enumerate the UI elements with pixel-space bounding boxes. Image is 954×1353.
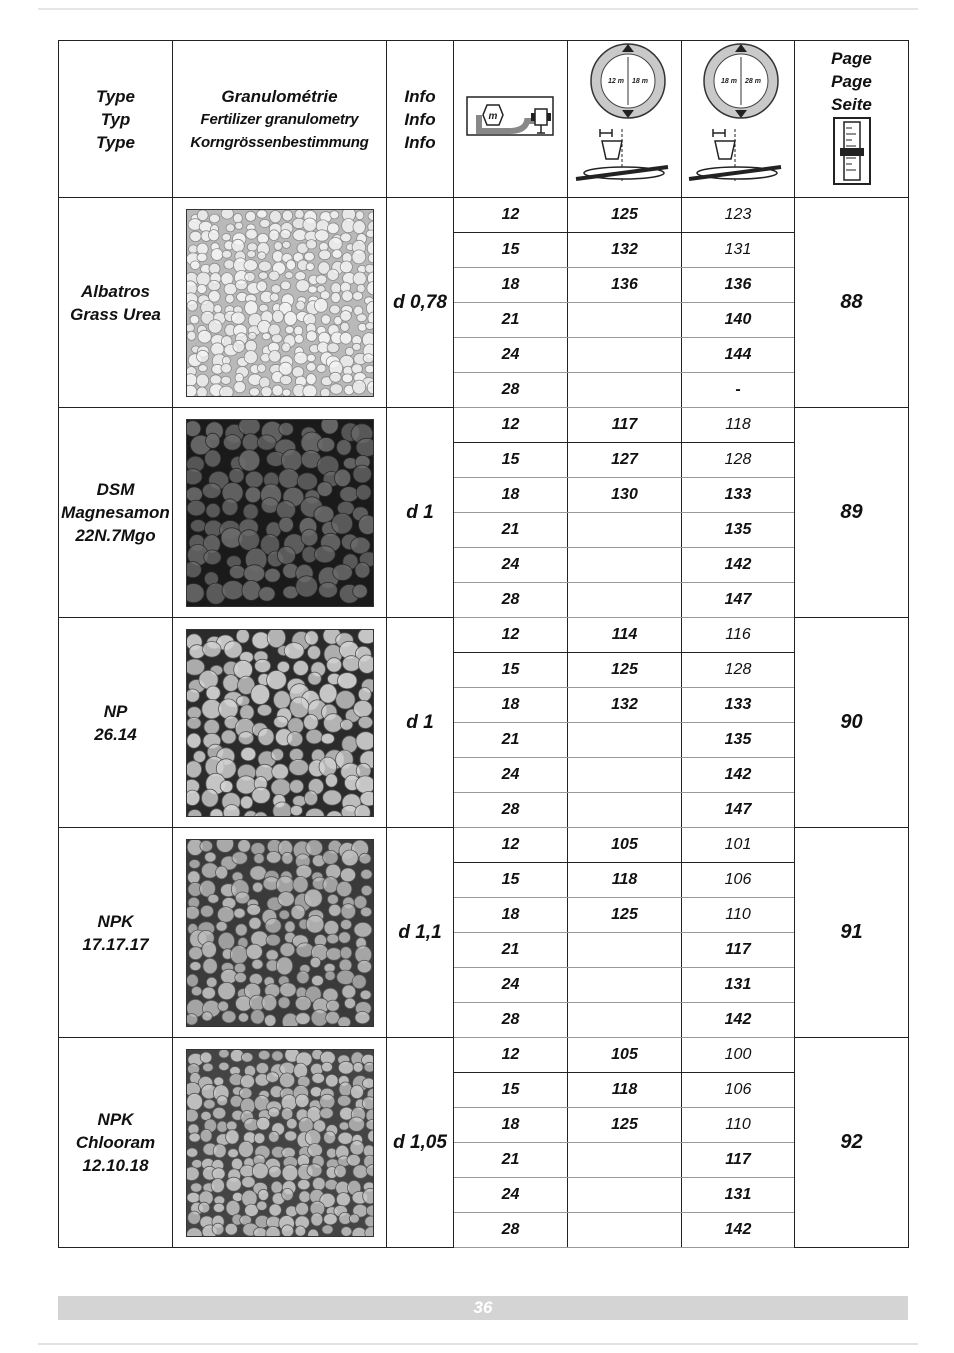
table-row [59, 618, 909, 653]
table-row [59, 828, 909, 863]
setting-18-28-value: - [682, 373, 795, 408]
header-dial-12-18 [568, 41, 682, 198]
page-reference: 90 [795, 618, 909, 828]
header-type-fr: Type [95, 86, 136, 106]
setting-12-18-value: 105 [568, 828, 682, 863]
working-width-value: 18 [454, 898, 568, 933]
setting-18-28-value: 131 [682, 968, 795, 1003]
header-info-1: Info [404, 86, 436, 106]
working-width-value: 12 [454, 828, 568, 863]
header-dial-18-28 [682, 41, 795, 198]
working-width-value: 15 [454, 233, 568, 268]
setting-12-18-value [568, 793, 682, 828]
page-reference: 91 [795, 828, 909, 1038]
setting-12-18-value: 125 [568, 1108, 682, 1143]
setting-18-28-value: 140 [682, 303, 795, 338]
working-width-icon [465, 91, 557, 147]
setting-12-18-value [568, 968, 682, 1003]
setting-18-28-value: 147 [682, 793, 795, 828]
spreading-disc-12-18-icon [572, 41, 678, 197]
working-width-value: 28 [454, 373, 568, 408]
working-width-value: 18 [454, 688, 568, 723]
setting-12-18-value: 130 [568, 478, 682, 513]
setting-12-18-value: 136 [568, 268, 682, 303]
table-row [59, 198, 909, 233]
setting-18-28-value: 135 [682, 723, 795, 758]
setting-12-18-value [568, 1143, 682, 1178]
fertilizer-type-line: NP [103, 701, 128, 721]
working-width-value: 15 [454, 863, 568, 898]
working-width-value: 21 [454, 933, 568, 968]
header-gran-fr: Granulométrie [221, 86, 338, 106]
density-info: d 1,1 [387, 828, 454, 1038]
dial-a-left-label: 12 m [607, 78, 624, 85]
fertilizer-type [59, 828, 173, 1038]
granulometry-cell [173, 198, 387, 408]
fertilizer-type [59, 618, 173, 828]
header-type-en: Type [95, 132, 136, 152]
header-granulometry [173, 41, 387, 198]
working-width-value: 21 [454, 723, 568, 758]
working-width-value: 12 [454, 198, 568, 233]
setting-12-18-value: 118 [568, 1073, 682, 1108]
fertilizer-type-line: DSM [96, 480, 135, 499]
setting-12-18-value [568, 1003, 682, 1038]
setting-12-18-value [568, 758, 682, 793]
adjustment-scale-icon [832, 116, 872, 192]
setting-12-18-value [568, 933, 682, 968]
fertilizer-type [59, 408, 173, 618]
setting-12-18-value: 105 [568, 1038, 682, 1073]
setting-12-18-value: 125 [568, 198, 682, 233]
fertilizer-type-line: NPK [97, 911, 134, 931]
table-row [59, 408, 909, 443]
setting-18-28-value: 136 [682, 268, 795, 303]
setting-12-18-value [568, 583, 682, 618]
setting-18-28-value: 106 [682, 1073, 795, 1108]
working-width-value: 18 [454, 478, 568, 513]
setting-18-28-value: 117 [682, 933, 795, 968]
setting-18-28-value: 144 [682, 338, 795, 373]
setting-18-28-value: 133 [682, 688, 795, 723]
granulometry-cell [173, 828, 387, 1038]
bottom-rule [38, 1343, 918, 1345]
fertilizer-type-line: 22N.7Mgo [75, 526, 156, 545]
working-width-value: 12 [454, 618, 568, 653]
working-width-value: 24 [454, 968, 568, 1003]
header-info [387, 41, 454, 198]
working-width-value: 12 [454, 1038, 568, 1073]
header-gran-de: Korngrössenbestimmung [190, 133, 369, 151]
fertilizer-type-line: 12.10.18 [82, 1156, 149, 1175]
svg-text:m: m [488, 111, 497, 122]
page-number: 36 [473, 1298, 493, 1317]
top-rule [38, 8, 918, 10]
fertilizer-type-line: 26.14 [94, 724, 137, 744]
fertilizer-table [58, 40, 909, 1248]
setting-18-28-value: 100 [682, 1038, 795, 1073]
working-width-value: 28 [454, 793, 568, 828]
granule-photo [186, 1049, 374, 1237]
setting-12-18-value: 125 [568, 898, 682, 933]
setting-18-28-value: 123 [682, 198, 795, 233]
density-info: d 1 [387, 408, 454, 618]
setting-12-18-value: 125 [568, 653, 682, 688]
working-width-value: 18 [454, 268, 568, 303]
setting-18-28-value: 117 [682, 1143, 795, 1178]
fertilizer-type-line: Grass Urea [70, 304, 161, 324]
working-width-value: 15 [454, 443, 568, 478]
setting-18-28-value: 110 [682, 1108, 795, 1143]
working-width-value: 28 [454, 1003, 568, 1038]
header-type [59, 41, 173, 198]
fertilizer-type-line: NPK [97, 1110, 134, 1129]
setting-18-28-value: 116 [682, 618, 795, 653]
setting-12-18-value: 132 [568, 233, 682, 268]
header-working-width [454, 41, 568, 198]
setting-12-18-value [568, 513, 682, 548]
setting-18-28-value: 142 [682, 1003, 795, 1038]
header-page [795, 41, 909, 198]
setting-18-28-value: 142 [682, 1213, 795, 1248]
setting-12-18-value [568, 723, 682, 758]
fertilizer-type-line: Chlooram [75, 1133, 156, 1152]
working-width-value: 21 [454, 1143, 568, 1178]
page-reference: 92 [795, 1038, 909, 1248]
dial-a-right-label: 18 m [631, 78, 648, 85]
setting-18-28-value: 131 [682, 1178, 795, 1213]
fertilizer-type [59, 198, 173, 408]
header-gran-en: Fertilizer granulometry [200, 110, 359, 128]
setting-18-28-value: 133 [682, 478, 795, 513]
setting-12-18-value [568, 548, 682, 583]
setting-12-18-value: 118 [568, 863, 682, 898]
working-width-value: 21 [454, 303, 568, 338]
setting-12-18-value: 127 [568, 443, 682, 478]
dial-b-left-label: 18 m [721, 78, 737, 85]
working-width-value: 24 [454, 758, 568, 793]
setting-12-18-value: 114 [568, 618, 682, 653]
header-row [59, 41, 909, 198]
working-width-value: 24 [454, 1178, 568, 1213]
setting-18-28-value: 106 [682, 863, 795, 898]
granule-photo [186, 629, 374, 817]
dial-b-right-label: 28 m [745, 78, 761, 85]
setting-12-18-value: 117 [568, 408, 682, 443]
setting-12-18-value: 132 [568, 688, 682, 723]
header-info-2: Info [404, 109, 436, 129]
working-width-value: 24 [454, 338, 568, 373]
working-width-value: 24 [454, 548, 568, 583]
fertilizer-type-line: 17.17.17 [82, 934, 149, 954]
spreading-disc-18-28-icon [685, 41, 791, 197]
setting-18-28-value: 101 [682, 828, 795, 863]
setting-18-28-value: 110 [682, 898, 795, 933]
setting-12-18-value [568, 1178, 682, 1213]
setting-12-18-value [568, 303, 682, 338]
working-width-value: 21 [454, 513, 568, 548]
header-page-en: Page [831, 71, 872, 91]
fertilizer-type-line: Magnesamon [61, 503, 170, 522]
header-info-3: Info [404, 132, 436, 152]
working-width-value: 15 [454, 1073, 568, 1108]
setting-18-28-value: 118 [682, 408, 795, 443]
footer-bar [58, 1296, 908, 1320]
header-page-fr: Page [831, 48, 872, 68]
setting-18-28-value: 128 [682, 443, 795, 478]
working-width-value: 28 [454, 1213, 568, 1248]
header-type-de: Typ [100, 109, 131, 129]
page-reference: 88 [795, 198, 909, 408]
setting-12-18-value [568, 338, 682, 373]
granulometry-cell [173, 618, 387, 828]
working-width-value: 12 [454, 408, 568, 443]
table-row [59, 1038, 909, 1073]
setting-18-28-value: 135 [682, 513, 795, 548]
granulometry-cell [173, 1038, 387, 1248]
fertilizer-type-line: Albatros [81, 281, 150, 301]
setting-18-28-value: 131 [682, 233, 795, 268]
granule-photo [186, 209, 374, 397]
working-width-value: 18 [454, 1108, 568, 1143]
granule-photo [186, 419, 374, 607]
granule-photo [186, 839, 374, 1027]
setting-18-28-value: 128 [682, 653, 795, 688]
working-width-value: 28 [454, 583, 568, 618]
working-width-value: 15 [454, 653, 568, 688]
density-info: d 1 [387, 618, 454, 828]
granulometry-cell [173, 408, 387, 618]
density-info: d 1,05 [387, 1038, 454, 1248]
setting-12-18-value [568, 373, 682, 408]
page-reference: 89 [795, 408, 909, 618]
density-info: d 0,78 [387, 198, 454, 408]
fertilizer-type [59, 1038, 173, 1248]
setting-18-28-value: 142 [682, 548, 795, 583]
header-page-de: Seite [831, 94, 872, 114]
setting-18-28-value: 147 [682, 583, 795, 618]
setting-12-18-value [568, 1213, 682, 1248]
setting-18-28-value: 142 [682, 758, 795, 793]
